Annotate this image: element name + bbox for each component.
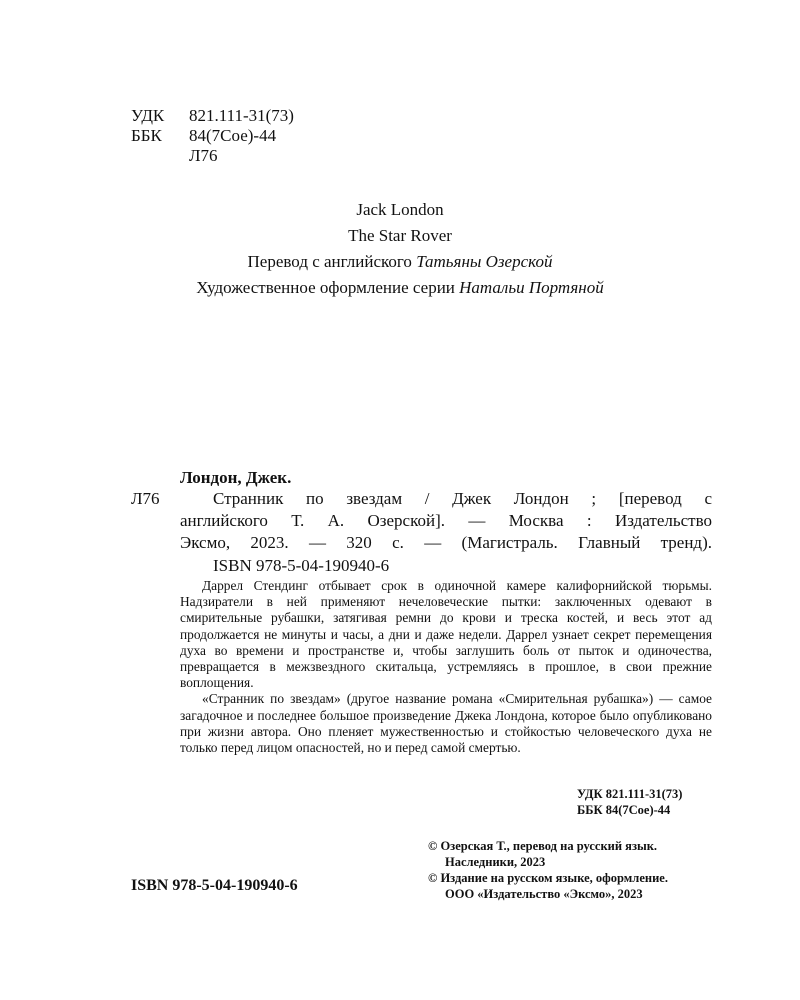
bbk-code: ББК 84(7Сое)-44 <box>577 803 671 817</box>
record-isbn: ISBN 978-5-04-190940-6 <box>213 556 390 575</box>
bbk-label: ББК <box>131 126 162 145</box>
translator-name: Татьяны Озерской <box>416 252 553 271</box>
record-line-2: английского Т. А. Озерской]. — Москва : Издательство <box>180 511 712 530</box>
title-english: The Star Rover <box>348 226 452 245</box>
translation-prefix: Перевод с английского <box>247 252 417 271</box>
udk-row <box>131 106 391 126</box>
credits-block <box>0 197 800 301</box>
classification-block <box>131 106 391 166</box>
design-prefix: Художественное оформление серии <box>196 278 460 297</box>
record-line-1: Странник по звездам / Джек Лондон ; [перевод с <box>213 489 712 508</box>
udk-value: 821.111-31(73) <box>189 106 294 125</box>
copyright-line-1: © Озерская Т., перевод на русский язык. <box>428 839 658 853</box>
record-author-mark: Л76 <box>131 489 160 508</box>
author-mark-row <box>131 146 391 166</box>
copyright-block <box>428 838 728 902</box>
copyright-line-2: Наследники, 2023 <box>445 855 546 869</box>
author-mark: Л76 <box>189 146 218 165</box>
bbk-value: 84(7Сое)-44 <box>189 126 277 145</box>
record-author-heading: Лондон, Джек. <box>180 468 292 487</box>
isbn-bottom: ISBN 978-5-04-190940-6 <box>131 877 298 894</box>
udk-label: УДК <box>131 106 165 125</box>
annotation-paragraph-1: Даррел Стендинг отбывает срок в одиночной камере калифорнийской тюрьмы. Надзиратели в ней применяют нечеловеческие пытки: заключенных одевают в смирительные рубашки, затягивая ремни до крови и треска костей, и весь этот ад продолжается не минуты и часы, а дни и даже недели. Даррел узнает секрет перемещения духа во времени и пространстве и, чтобы заглушить боль от пыток и одиночества, превращается в межзвездного скитальца, устремляясь в прошлое, в свои прежние воплощения. <box>180 578 712 691</box>
designer-name: Натальи Портяной <box>459 278 604 297</box>
annotation <box>180 578 712 756</box>
bbk-row <box>131 126 391 146</box>
copyright-line-3: © Издание на русском языке, оформление. <box>428 871 668 885</box>
design-credit <box>0 275 800 301</box>
author-english: Jack London <box>356 200 444 219</box>
copyright-line-4: ООО «Издательство «Эксмо», 2023 <box>445 887 643 901</box>
annotation-paragraph-2: «Странник по звездам» (другое название романа «Смирительная рубашка») — самое загадочное и последнее большое произведение Джека Лондона, которое было опубликовано при жизни автора. Оно пленяет мужественностью и стойкостью человеческого духа не только перед лицом опасностей, но и перед самой смертью. <box>180 691 712 756</box>
udk-code: УДК 821.111-31(73) <box>577 787 683 801</box>
record-line-3: Эксмо, 2023. — 320 с. — (Магистраль. Главный тренд). <box>180 533 712 552</box>
translation-credit <box>0 249 800 275</box>
